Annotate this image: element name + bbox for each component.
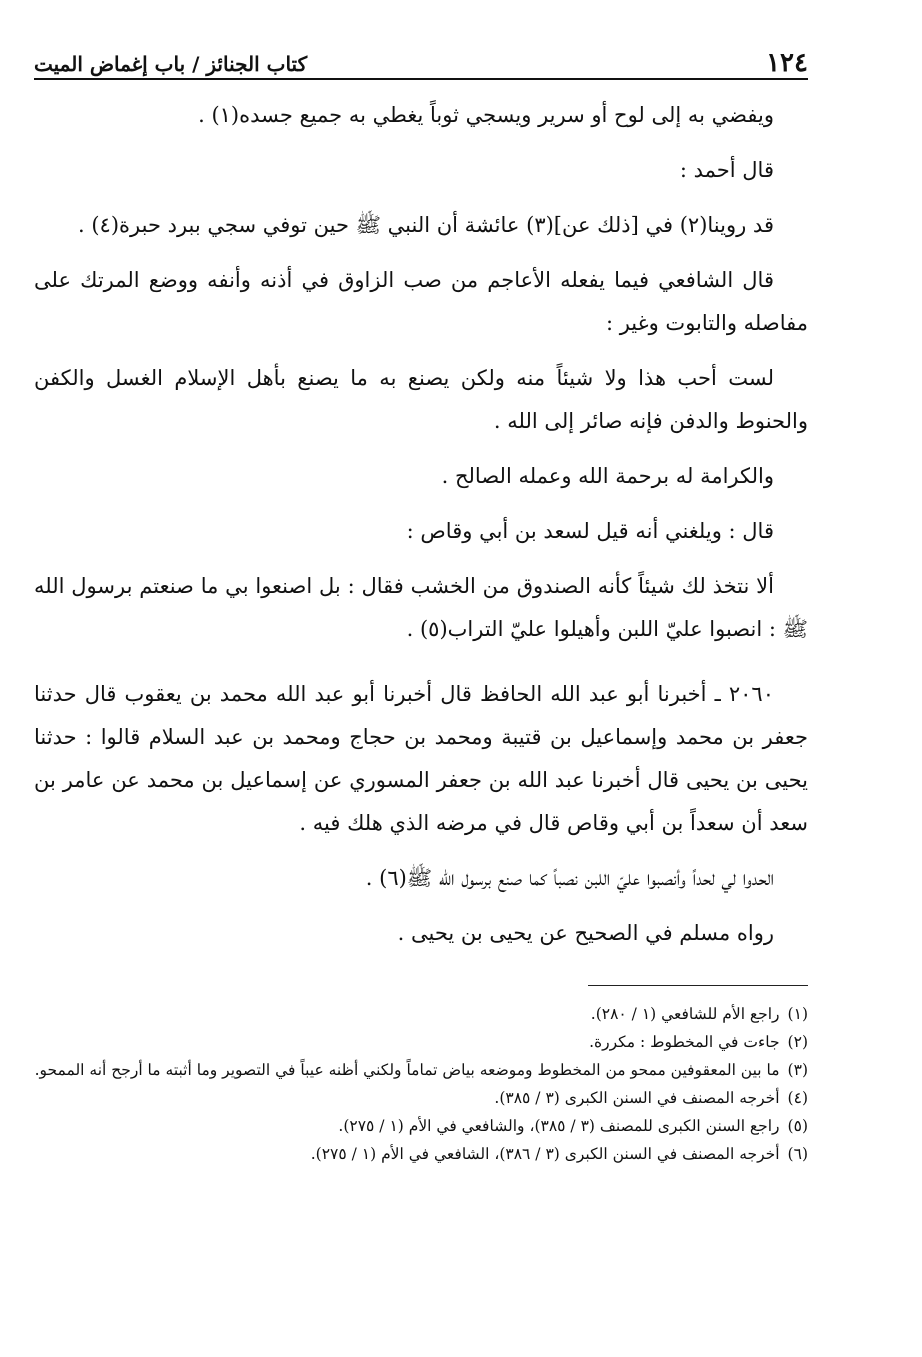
- main-text: [34, 94, 808, 955]
- paragraph: لست أحب هذا ولا شيئاً منه ولكن يصنع به ما يصنع بأهل الإسلام الغسل والكفن والحنوط والدفن فإنه صائر إلى الله .: [34, 366, 808, 433]
- footnote-text: أخرجه المصنف في السنن الكبرى (٣ / ٣٨٦)، الشافعي في الأم (١ / ٢٧٥).: [310, 1145, 780, 1163]
- paragraph: قال أحمد :: [679, 158, 774, 182]
- footnote: [34, 1084, 808, 1112]
- footnote-number: (١): [787, 1005, 808, 1023]
- footnote-text: جاءت في المخطوط : مكررة.: [589, 1033, 780, 1051]
- footnote-number: (٢): [787, 1033, 808, 1051]
- book-page: [34, 40, 808, 1168]
- footnote-number: (٤): [787, 1089, 808, 1107]
- paragraph: ألا نتخذ لك شيئاً كأنه الصندوق من الخشب فقال : بل اصنعوا بي ما صنعتم برسول الله ﷺ : انصبوا عليّ اللبن وأهيلوا عليّ التراب(٥) .: [34, 574, 808, 641]
- paragraph: الحدوا لي لحداً وأنصبوا عليّ اللبن نصباً كما صنع برسول الله ﷺ(٦) .: [365, 866, 774, 890]
- footnotes: [34, 1000, 808, 1168]
- footnote: [34, 1140, 808, 1168]
- footnote: [34, 1056, 808, 1084]
- footnote-number: (٣): [787, 1061, 808, 1079]
- footnote: [34, 1112, 808, 1140]
- paragraph: والكرامة له برحمة الله وعمله الصالح .: [441, 464, 774, 488]
- paragraph: قال الشافعي فيما يفعله الأعاجم من صب الزاوق في أذنه وأنفه ووضع المرتك على مفاصله والتابوت وغير :: [34, 268, 808, 335]
- paragraph: قال : ويلغني أنه قيل لسعد بن أبي وقاص :: [406, 519, 774, 543]
- page-header: [34, 40, 808, 80]
- paragraph: رواه مسلم في الصحيح عن يحيى بن يحيى .: [397, 921, 774, 945]
- footnote-text: ما بين المعقوفين ممحو من المخطوط وموضعه بياض تماماً ولكني أظنه عيباً في التصوير وما أثبته ما أرجح أنه الممحو.: [34, 1061, 780, 1079]
- paragraph: قد روينا(٢) في [ذلك عن](٣) عائشة أن النبي ﷺ حين توفي سجي ببرد حبرة(٤) .: [78, 213, 774, 237]
- footnote-text: راجع الأم للشافعي (١ / ٢٨٠).: [590, 1005, 780, 1023]
- footnote-number: (٦): [787, 1145, 808, 1163]
- footnote-text: أخرجه المصنف في السنن الكبرى (٣ / ٣٨٥).: [494, 1089, 780, 1107]
- footnote: [34, 1000, 808, 1028]
- footnote-divider: [588, 985, 808, 986]
- hadith-paragraph: ٢٠٦٠ ـ أخبرنا أبو عبد الله الحافظ قال أخبرنا أبو عبد الله محمد بن يعقوب قال حدثنا جعفر بن محمد وإسماعيل بن قتيبة ومحمد بن حجاج ومحمد بن عبد السلام قالوا : حدثنا يحيى بن يحيى قال أخبرنا عبد الله بن جعفر المسوري عن إسماعيل بن محمد عن عامر بن سعد أن سعداً بن أبي وقاص قال في مرضه الذي هلك فيه .: [34, 682, 808, 835]
- footnote: [34, 1028, 808, 1056]
- footnote-number: (٥): [787, 1117, 808, 1135]
- running-title: كتاب الجنائز / باب إغماض الميت: [34, 52, 308, 76]
- footnote-text: راجع السنن الكبرى للمصنف (٣ / ٣٨٥)، والشافعي في الأم (١ / ٢٧٥).: [338, 1117, 780, 1135]
- paragraph: ويفضي به إلى لوح أو سرير ويسجي ثوباً يغطي به جميع جسده(١) .: [198, 103, 774, 127]
- page-number: ١٢٤: [766, 48, 808, 78]
